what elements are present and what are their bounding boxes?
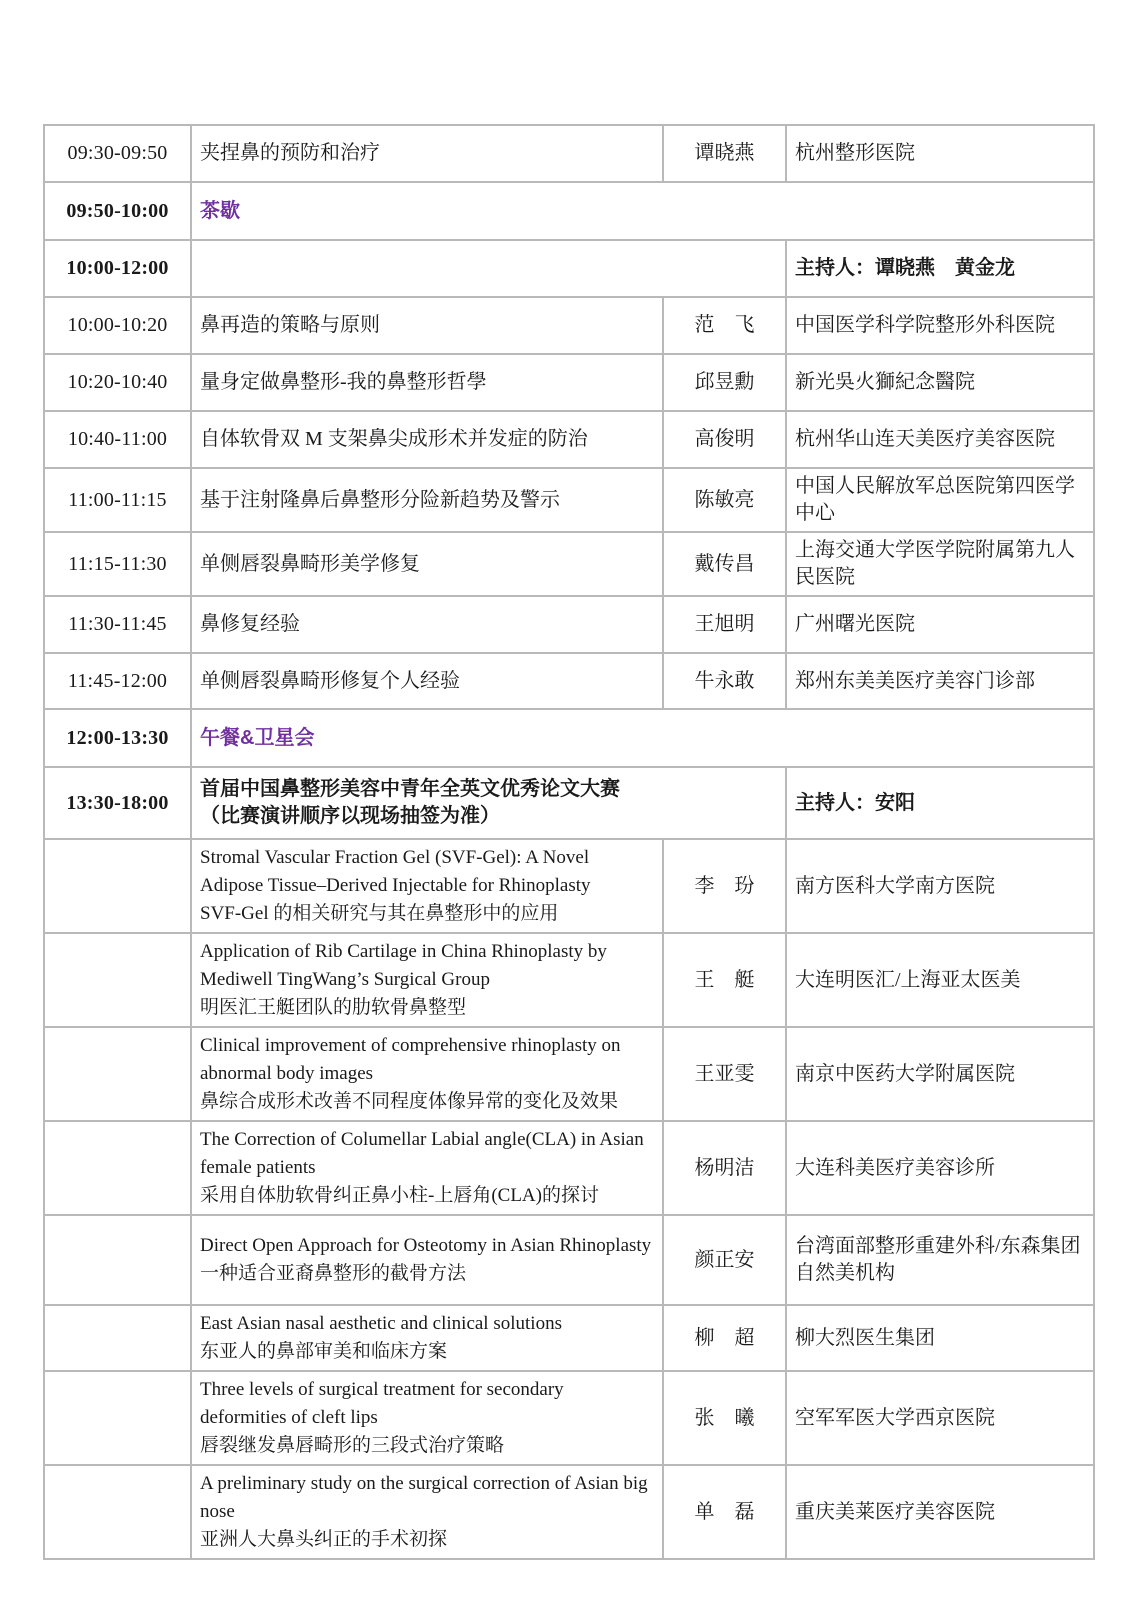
- org-cell: 杭州华山连天美医疗美容医院: [786, 411, 1094, 468]
- host-cell: 主持人：谭晓燕 黄金龙: [786, 240, 1094, 297]
- time-cell: 11:15-11:30: [44, 532, 191, 596]
- paper-title-zh: 唇裂继发鼻唇畸形的三段式治疗策略: [200, 1435, 505, 1456]
- paper-title-en: Clinical improvement of comprehensive rhinoplasty on abnormal body images: [200, 1035, 621, 1084]
- paper-title-en: A preliminary study on the surgical correction of Asian big nose: [200, 1473, 648, 1522]
- speaker-cell: 牛永敢: [663, 653, 786, 709]
- time-cell: [44, 1371, 191, 1465]
- time-cell: [44, 1121, 191, 1215]
- time-cell: 10:20-10:40: [44, 354, 191, 411]
- time-cell: 10:00-12:00: [44, 240, 191, 297]
- speaker-cell: 柳 超: [663, 1305, 786, 1371]
- speaker-cell: 王亚雯: [663, 1027, 786, 1121]
- org-cell: 上海交通大学医学院附属第九人民医院: [786, 532, 1094, 596]
- speaker-cell: 单 磊: [663, 1465, 786, 1559]
- paper-title-cell: [191, 1121, 663, 1215]
- empty-title-cell: [191, 240, 786, 297]
- time-cell: [44, 1215, 191, 1305]
- paper-title-cell: [191, 1465, 663, 1559]
- time-cell: 11:30-11:45: [44, 596, 191, 653]
- speaker-cell: 高俊明: [663, 411, 786, 468]
- speaker-cell: 邱昱勳: [663, 354, 786, 411]
- paper-title-en: Stromal Vascular Fraction Gel (SVF-Gel): A Novel Adipose Tissue–Derived Injectable for Rhinoplasty: [200, 847, 591, 896]
- org-cell: 杭州整形医院: [786, 125, 1094, 182]
- time-cell: 12:00-13:30: [44, 709, 191, 767]
- speaker-cell: 王 艇: [663, 933, 786, 1027]
- paper-title-cell: [191, 1215, 663, 1305]
- table-row: [44, 468, 1094, 532]
- speaker-cell: 杨明洁: [663, 1121, 786, 1215]
- paper-title-en: Direct Open Approach for Osteotomy in Asian Rhinoplasty: [200, 1235, 652, 1256]
- org-cell: 广州曙光医院: [786, 596, 1094, 653]
- time-cell: 10:40-11:00: [44, 411, 191, 468]
- break-label-cell: 午餐&卫星会: [191, 709, 1094, 767]
- paper-title-en: Application of Rib Cartilage in China Rhinoplasty by Mediwell TingWang’s Surgical Group: [200, 941, 607, 990]
- paper-title-zh: SVF-Gel 的相关研究与其在鼻整形中的应用: [200, 903, 559, 924]
- org-cell: 大连科美医疗美容诊所: [786, 1121, 1094, 1215]
- org-cell: 台湾面部整形重建外科/东森集团自然美机构: [786, 1215, 1094, 1305]
- time-cell: 10:00-10:20: [44, 297, 191, 354]
- org-cell: 重庆美莱医疗美容医院: [786, 1465, 1094, 1559]
- paper-title-zh: 鼻综合成形术改善不同程度体像异常的变化及效果: [200, 1091, 619, 1112]
- speaker-cell: 陈敏亮: [663, 468, 786, 532]
- table-row: [44, 1465, 1094, 1559]
- table-row: [44, 1121, 1094, 1215]
- table-row: [44, 411, 1094, 468]
- paper-title-cell: [191, 933, 663, 1027]
- table-row: [44, 709, 1094, 767]
- table-row: [44, 125, 1094, 182]
- session-title-cell: [191, 767, 786, 839]
- table-row: [44, 596, 1094, 653]
- paper-title-zh: 东亚人的鼻部审美和临床方案: [200, 1341, 448, 1362]
- speaker-cell: 王旭明: [663, 596, 786, 653]
- org-cell: 郑州东美美医疗美容门诊部: [786, 653, 1094, 709]
- time-cell: 11:45-12:00: [44, 653, 191, 709]
- speaker-cell: 张 曦: [663, 1371, 786, 1465]
- org-cell: 柳大烈医生集团: [786, 1305, 1094, 1371]
- table-row: [44, 1371, 1094, 1465]
- speaker-cell: 李 玢: [663, 839, 786, 933]
- time-cell: 09:30-09:50: [44, 125, 191, 182]
- time-cell: [44, 933, 191, 1027]
- speaker-cell: 颜正安: [663, 1215, 786, 1305]
- talk-title-cell: 单侧唇裂鼻畸形修复个人经验: [191, 653, 663, 709]
- talk-title-cell: 单侧唇裂鼻畸形美学修复: [191, 532, 663, 596]
- table-row: [44, 532, 1094, 596]
- host-cell: 主持人：安阳: [786, 767, 1094, 839]
- talk-title-cell: 鼻再造的策略与原则: [191, 297, 663, 354]
- org-cell: 中国医学科学院整形外科医院: [786, 297, 1094, 354]
- time-cell: [44, 1027, 191, 1121]
- talk-title-cell: 鼻修复经验: [191, 596, 663, 653]
- table-row: [44, 1305, 1094, 1371]
- paper-title-zh: 一种适合亚裔鼻整形的截骨方法: [200, 1263, 467, 1284]
- time-cell: 13:30-18:00: [44, 767, 191, 839]
- paper-title-en: East Asian nasal aesthetic and clinical solutions: [200, 1313, 562, 1334]
- table-row: [44, 182, 1094, 240]
- paper-title-en: Three levels of surgical treatment for secondary deformities of cleft lips: [200, 1379, 564, 1428]
- talk-title-cell: 夹捏鼻的预防和治疗: [191, 125, 663, 182]
- time-cell: [44, 1465, 191, 1559]
- time-cell: 09:50-10:00: [44, 182, 191, 240]
- time-cell: 11:00-11:15: [44, 468, 191, 532]
- paper-title-cell: [191, 839, 663, 933]
- paper-title-zh: 亚洲人大鼻头纠正的手术初探: [200, 1529, 448, 1550]
- org-cell: 南京中医药大学附属医院: [786, 1027, 1094, 1121]
- talk-title-cell: 基于注射隆鼻后鼻整形分险新趋势及警示: [191, 468, 663, 532]
- session-title-line1: 首届中国鼻整形美容中青年全英文优秀论文大赛: [200, 778, 620, 800]
- table-row: [44, 297, 1094, 354]
- paper-title-en: The Correction of Columellar Labial angle(CLA) in Asian female patients: [200, 1129, 644, 1178]
- org-cell: 南方医科大学南方医院: [786, 839, 1094, 933]
- org-cell: 新光吳火獅紀念醫院: [786, 354, 1094, 411]
- table-row: [44, 839, 1094, 933]
- table-row: [44, 1215, 1094, 1305]
- session-title-line2: （比赛演讲顺序以现场抽签为准）: [200, 805, 500, 827]
- speaker-cell: 谭晓燕: [663, 125, 786, 182]
- time-cell: [44, 839, 191, 933]
- table-row: [44, 933, 1094, 1027]
- org-cell: 大连明医汇/上海亚太医美: [786, 933, 1094, 1027]
- table-row: [44, 354, 1094, 411]
- org-cell: 中国人民解放军总医院第四医学中心: [786, 468, 1094, 532]
- paper-title-cell: [191, 1027, 663, 1121]
- paper-title-cell: [191, 1305, 663, 1371]
- table-row: [44, 240, 1094, 297]
- break-label-cell: 茶歇: [191, 182, 1094, 240]
- table-row: [44, 1027, 1094, 1121]
- speaker-cell: 戴传昌: [663, 532, 786, 596]
- paper-title-cell: [191, 1371, 663, 1465]
- talk-title-cell: 量身定做鼻整形-我的鼻整形哲學: [191, 354, 663, 411]
- paper-title-zh: 明医汇王艇团队的肋软骨鼻整型: [200, 997, 467, 1018]
- paper-title-zh: 采用自体肋软骨纠正鼻小柱-上唇角(CLA)的探讨: [200, 1185, 599, 1206]
- table-row: [44, 767, 1094, 839]
- talk-title-cell: 自体软骨双 M 支架鼻尖成形术并发症的防治: [191, 411, 663, 468]
- table-row: [44, 653, 1094, 709]
- schedule-table: [43, 124, 1095, 1560]
- org-cell: 空军军医大学西京医院: [786, 1371, 1094, 1465]
- speaker-cell: 范 飞: [663, 297, 786, 354]
- time-cell: [44, 1305, 191, 1371]
